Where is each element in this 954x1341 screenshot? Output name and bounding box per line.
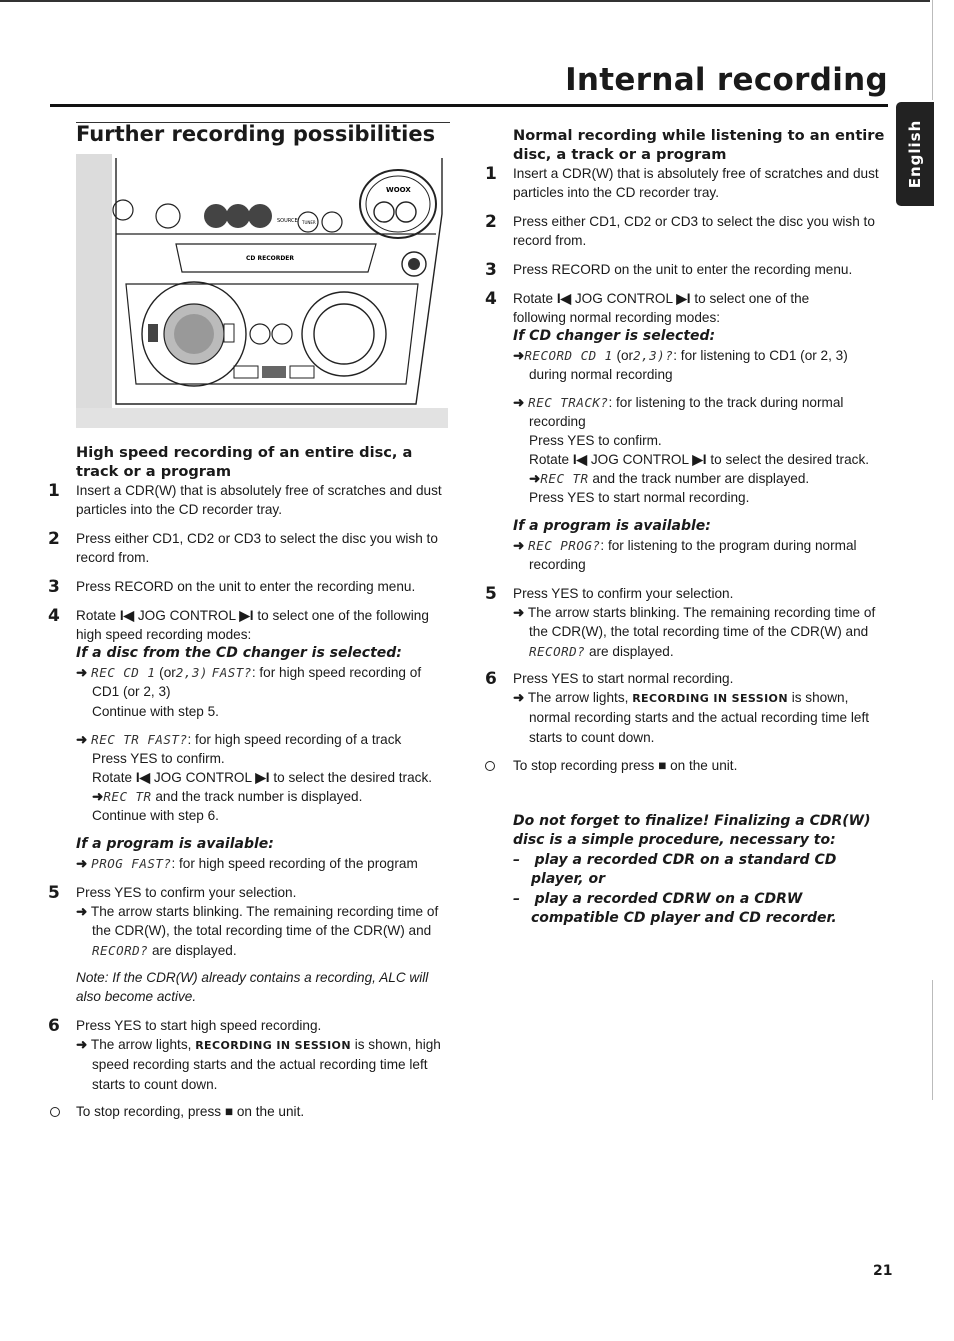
if-prog-subhead: If a program is available:	[76, 836, 274, 852]
hs-heading: High speed recording of an entire disc, a track or a program	[76, 444, 413, 481]
lcd-text: 2,3)	[175, 665, 208, 680]
margin-rule	[932, 0, 933, 100]
step-number: 2	[48, 529, 60, 549]
lcd-text: RECORD CD 1	[524, 348, 613, 363]
next-icon: ▶I	[239, 608, 254, 623]
step4-rotate: Rotate	[76, 608, 117, 623]
finalize-item-1: – play a recorded CDR on a standard CD player, or	[513, 851, 837, 888]
hs-step-3: Press RECORD on the unit to enter the recording menu.	[76, 579, 416, 594]
lcd-text: RECORD?	[92, 942, 149, 958]
n-step-3: Press RECORD on the unit to enter the recording menu.	[513, 262, 853, 277]
n-option-2-rotate: Rotate I◀ JOG CONTROL ▶I to select the desired track.	[529, 452, 870, 467]
prev-icon: I◀	[556, 291, 572, 306]
title-rule	[50, 104, 888, 107]
n-step-2: Press either CD1, CD2 or CD3 to select the disc you wish to record from.	[513, 214, 875, 249]
lcd-text: REC CD 1	[91, 665, 156, 680]
arrow-icon: ➜	[92, 789, 104, 804]
step-number: 5	[48, 883, 60, 903]
hs-option-2-continue: Continue with step 6.	[92, 808, 219, 823]
hs-option-2	[76, 730, 448, 749]
volume-knob	[314, 304, 374, 364]
hs-option-3	[76, 854, 448, 873]
cd-button	[248, 204, 272, 228]
arrow-icon: ➜	[513, 690, 525, 705]
lcd-text: REC TR	[103, 789, 152, 804]
alc-note: Note: If the CDR(W) already contains a recording, ALC will also become active.	[76, 970, 429, 1005]
n-step-5: Press YES to confirm your selection.	[513, 586, 734, 601]
arrow-icon: ➜	[76, 856, 88, 871]
margin-rule	[932, 980, 933, 1100]
option-text: (or	[159, 665, 176, 680]
hs-step-5-arrow: ➜ The arrow starts blinking. The remaining recording time of the CDR(W), the total recording time of the CDR(W) and RECORD? are displayed.	[76, 904, 439, 958]
finalize-item-2: – play a recorded CDRW on a CDRW compatible CD player and CD recorder.	[513, 890, 837, 927]
arrow-icon: ➜	[76, 732, 88, 747]
n-step-6: Press YES to start normal recording.	[513, 671, 734, 686]
section-title: Further recording possibilities	[76, 122, 436, 146]
hs-option-2-rotate: Rotate I◀ JOG CONTROL ▶I to select the desired track.	[92, 770, 433, 785]
step-number: 5	[485, 584, 497, 604]
lcd-text: PROG FAST?	[91, 856, 172, 871]
lcd-text: FAST?	[211, 665, 252, 680]
arrow-icon: ➜	[513, 348, 525, 363]
n-option-2-start: Press YES to start normal recording.	[529, 490, 750, 505]
step-number: 3	[485, 260, 497, 280]
next-icon: ▶I	[692, 452, 707, 467]
finalize-intro: Do not forget to finalize! Finalizing a CDR(W) disc is a simple procedure, necessary to:	[513, 813, 871, 849]
bullet-circle	[50, 1107, 60, 1117]
arrow-icon: ➜	[529, 471, 541, 486]
hs-stop: To stop recording, press ■ on the unit.	[76, 1104, 305, 1119]
step-number: 6	[485, 669, 497, 689]
lcd-text: REC PROG?	[528, 538, 601, 553]
arrow-icon: ➜	[76, 1037, 88, 1052]
prev-icon: I◀	[135, 770, 151, 785]
n-step-4: Rotate I◀ JOG CONTROL ▶I to select one of the following normal recording modes:	[513, 291, 810, 326]
step-number: 4	[48, 606, 60, 626]
hs-step-1: Insert a CDR(W) that is absolutely free of scratches and dust particles into the CD recorder tray.	[76, 483, 442, 518]
lcd-text: REC TR	[540, 471, 589, 486]
hs-option-1	[76, 663, 448, 702]
if-disc-subhead: If a disc from the CD changer is selected:	[76, 645, 402, 661]
stop-icon: ■	[658, 758, 667, 773]
page-title: Internal recording	[565, 62, 888, 98]
n-option-2: ➜ REC TRACK?: for listening to the track during normal recording	[513, 395, 844, 430]
lcd-text: REC TRACK?	[528, 395, 609, 410]
bullet-circle	[485, 761, 495, 771]
arrow-icon: ➜	[76, 904, 88, 919]
lcd-text: REC TR FAST?	[91, 732, 188, 747]
prev-icon: I◀	[119, 608, 135, 623]
hs-option-1-continue: Continue with step 5.	[92, 704, 219, 719]
arrow-icon: ➜	[76, 665, 88, 680]
next-icon: ▶I	[255, 770, 270, 785]
if-cd-subhead: If CD changer is selected:	[513, 328, 716, 344]
cd-button	[226, 204, 250, 228]
step-number: 1	[485, 164, 497, 184]
arrow-icon: ➜	[513, 538, 525, 553]
prev-icon: I◀	[572, 452, 588, 467]
n-option-1: ➜RECORD CD 1 (or2,3)?: for listening to CD1 (or 2, 3) during normal recording	[513, 348, 848, 383]
n-step-1: Insert a CDR(W) that is absolutely free of scratches and dust particles into the CD recorder tray.	[513, 166, 879, 201]
stop-icon: ■	[224, 1104, 234, 1119]
lcd-text: RECORD?	[529, 643, 586, 659]
hs-step-6: Press YES to start high speed recording.	[76, 1018, 322, 1033]
finalize-reminder	[513, 812, 893, 928]
hs-option-2-display: ➜REC TR and the track number is displayed.	[92, 789, 363, 804]
page-number: 21	[873, 1263, 893, 1279]
if-prog-subhead: If a program is available:	[513, 518, 711, 534]
device-illustration	[76, 154, 448, 428]
recording-in-session: RECORDING IN SESSION	[632, 692, 788, 705]
n-step-6-arrow: ➜ The arrow lights, RECORDING IN SESSION is shown, normal recording starts and the actual recording time left starts to count down.	[513, 690, 870, 745]
recording-in-session: RECORDING IN SESSION	[195, 1039, 351, 1052]
hs-option-2-yes: Press YES to confirm.	[92, 751, 225, 766]
hs-step-6-arrow: ➜ The arrow lights, RECORDING IN SESSION is shown, high speed recording starts and the actual recording time left starts to count down.	[76, 1037, 441, 1092]
language-tab	[896, 102, 934, 206]
hs-step-5: Press YES to confirm your selection.	[76, 885, 297, 900]
n-step-5-arrow: ➜ The arrow starts blinking. The remaining recording time of the CDR(W), the total recording time of the CDR(W) and RECORD? are displayed.	[513, 605, 876, 659]
n-option-2-display: ➜REC TR and the track number are displayed.	[529, 471, 810, 486]
lcd-text: 2,3)?	[633, 348, 674, 363]
step-number: 1	[48, 481, 60, 501]
step4-modes: to select one of the following high speed recording modes:	[76, 608, 429, 643]
step-number: 3	[48, 577, 60, 597]
source-label: SOURCE	[277, 218, 298, 224]
n-option-2-yes: Press YES to confirm.	[529, 433, 662, 448]
arrow-icon: ➜	[513, 395, 525, 410]
normal-heading: Normal recording while listening to an entire disc, a track or a program	[513, 127, 885, 164]
hs-step-4	[76, 606, 448, 645]
option-text: : for high speed recording of CD1 (or 2, 3)	[92, 665, 422, 700]
tuner-label: TUNER	[302, 220, 316, 225]
illustration-shade	[76, 154, 112, 428]
illustration-shade	[76, 408, 448, 428]
option-text: : for high speed recording of a track	[187, 732, 402, 747]
woox-label: WOOX	[386, 186, 411, 194]
step-number: 6	[48, 1016, 60, 1036]
step-number: 4	[485, 289, 497, 309]
language-label: English	[906, 119, 924, 189]
step-number: 2	[485, 212, 497, 232]
cd-recorder-label: CD RECORDER	[246, 255, 295, 262]
next-icon: ▶I	[676, 291, 691, 306]
top-rule	[0, 0, 930, 2]
cd-button	[204, 204, 228, 228]
arrow-icon: ➜	[513, 605, 525, 620]
hs-step-2: Press either CD1, CD2 or CD3 to select the disc you wish to record from.	[76, 531, 438, 566]
n-option-3: ➜ REC PROG?: for listening to the program during normal recording	[513, 538, 857, 573]
option-text: : for high speed recording of the program	[171, 856, 418, 871]
n-stop: To stop recording press ■ on the unit.	[513, 758, 738, 773]
step4-jog: JOG CONTROL	[137, 608, 236, 623]
